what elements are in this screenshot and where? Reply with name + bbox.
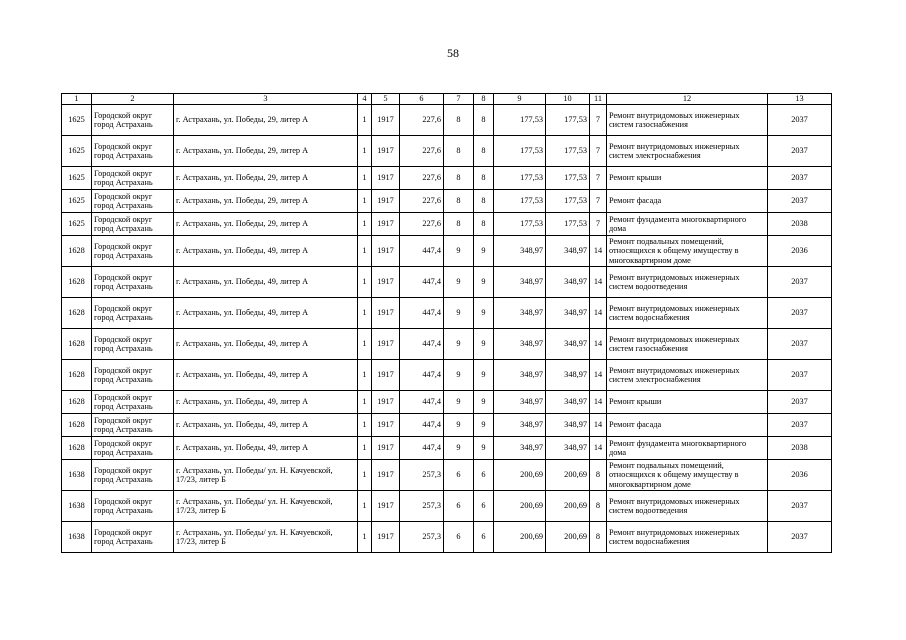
cell-area: 227,6 bbox=[400, 213, 444, 236]
cell-floors-total: 9 bbox=[444, 391, 474, 414]
cell-planned-year: 2036 bbox=[768, 460, 832, 491]
cell-record-id: 1625 bbox=[62, 167, 92, 190]
cell-record-id: 1625 bbox=[62, 105, 92, 136]
cell-residential-area: 348,97 bbox=[546, 360, 590, 391]
cell-living-area: 177,53 bbox=[494, 190, 546, 213]
cell-entrances: 1 bbox=[358, 298, 372, 329]
cell-municipality: Городской округ город Астрахань bbox=[92, 136, 174, 167]
cell-address: г. Астрахань, ул. Победы, 49, литер А bbox=[174, 414, 358, 437]
cell-repair-type: Ремонт фундамента многоквартирного дома bbox=[607, 213, 768, 236]
table-row bbox=[62, 105, 832, 136]
cell-residents: 7 bbox=[590, 213, 607, 236]
cell-residents: 14 bbox=[590, 236, 607, 267]
cell-living-area: 348,97 bbox=[494, 391, 546, 414]
cell-entrances: 1 bbox=[358, 167, 372, 190]
cell-living-area: 348,97 bbox=[494, 236, 546, 267]
column-number-9: 9 bbox=[494, 94, 546, 105]
cell-floors-total: 9 bbox=[444, 360, 474, 391]
cell-area: 447,4 bbox=[400, 437, 444, 460]
cell-floors-max: 8 bbox=[474, 190, 494, 213]
cell-year-built: 1917 bbox=[372, 414, 400, 437]
table-row bbox=[62, 360, 832, 391]
cell-area: 447,4 bbox=[400, 391, 444, 414]
cell-address: г. Астрахань, ул. Победы, 29, литер А bbox=[174, 136, 358, 167]
cell-planned-year: 2037 bbox=[768, 105, 832, 136]
cell-floors-total: 8 bbox=[444, 213, 474, 236]
column-number-4: 4 bbox=[358, 94, 372, 105]
cell-municipality: Городской округ город Астрахань bbox=[92, 298, 174, 329]
cell-residential-area: 200,69 bbox=[546, 522, 590, 553]
cell-repair-type: Ремонт внутридомовых инженерных систем водоотведения bbox=[607, 267, 768, 298]
cell-entrances: 1 bbox=[358, 391, 372, 414]
cell-area: 447,4 bbox=[400, 236, 444, 267]
cell-entrances: 1 bbox=[358, 360, 372, 391]
cell-area: 447,4 bbox=[400, 360, 444, 391]
cell-municipality: Городской округ город Астрахань bbox=[92, 522, 174, 553]
cell-address: г. Астрахань, ул. Победы, 29, литер А bbox=[174, 105, 358, 136]
cell-floors-max: 9 bbox=[474, 391, 494, 414]
cell-municipality: Городской округ город Астрахань bbox=[92, 105, 174, 136]
column-number-7: 7 bbox=[444, 94, 474, 105]
cell-living-area: 200,69 bbox=[494, 491, 546, 522]
cell-entrances: 1 bbox=[358, 236, 372, 267]
cell-area: 227,6 bbox=[400, 190, 444, 213]
cell-residential-area: 177,53 bbox=[546, 190, 590, 213]
cell-residents: 14 bbox=[590, 360, 607, 391]
column-number-1: 1 bbox=[62, 94, 92, 105]
cell-entrances: 1 bbox=[358, 437, 372, 460]
cell-planned-year: 2036 bbox=[768, 236, 832, 267]
cell-living-area: 348,97 bbox=[494, 360, 546, 391]
column-number-11: 11 bbox=[590, 94, 607, 105]
cell-residents: 14 bbox=[590, 391, 607, 414]
cell-entrances: 1 bbox=[358, 460, 372, 491]
cell-record-id: 1625 bbox=[62, 190, 92, 213]
cell-floors-max: 9 bbox=[474, 267, 494, 298]
table-row bbox=[62, 167, 832, 190]
cell-repair-type: Ремонт внутридомовых инженерных систем электроснабжения bbox=[607, 136, 768, 167]
cell-repair-type: Ремонт внутридомовых инженерных систем водоснабжения bbox=[607, 298, 768, 329]
cell-entrances: 1 bbox=[358, 414, 372, 437]
cell-residential-area: 348,97 bbox=[546, 267, 590, 298]
cell-living-area: 348,97 bbox=[494, 437, 546, 460]
cell-residents: 7 bbox=[590, 105, 607, 136]
cell-floors-total: 9 bbox=[444, 298, 474, 329]
cell-floors-total: 9 bbox=[444, 437, 474, 460]
cell-repair-type: Ремонт фасада bbox=[607, 190, 768, 213]
cell-area: 257,3 bbox=[400, 491, 444, 522]
cell-living-area: 348,97 bbox=[494, 267, 546, 298]
cell-repair-type: Ремонт внутридомовых инженерных систем газоснабжения bbox=[607, 105, 768, 136]
cell-residents: 14 bbox=[590, 267, 607, 298]
cell-residential-area: 348,97 bbox=[546, 437, 590, 460]
cell-planned-year: 2037 bbox=[768, 391, 832, 414]
cell-planned-year: 2037 bbox=[768, 360, 832, 391]
cell-municipality: Городской округ город Астрахань bbox=[92, 267, 174, 298]
table-row bbox=[62, 391, 832, 414]
table-row bbox=[62, 298, 832, 329]
table-row bbox=[62, 267, 832, 298]
cell-residential-area: 177,53 bbox=[546, 167, 590, 190]
column-number-6: 6 bbox=[400, 94, 444, 105]
cell-planned-year: 2037 bbox=[768, 491, 832, 522]
cell-address: г. Астрахань, ул. Победы, 49, литер А bbox=[174, 267, 358, 298]
cell-municipality: Городской округ город Астрахань bbox=[92, 213, 174, 236]
cell-planned-year: 2037 bbox=[768, 267, 832, 298]
cell-living-area: 177,53 bbox=[494, 213, 546, 236]
cell-floors-max: 9 bbox=[474, 360, 494, 391]
cell-year-built: 1917 bbox=[372, 236, 400, 267]
cell-floors-total: 8 bbox=[444, 105, 474, 136]
cell-planned-year: 2037 bbox=[768, 136, 832, 167]
table-row bbox=[62, 236, 832, 267]
cell-municipality: Городской округ город Астрахань bbox=[92, 437, 174, 460]
cell-repair-type: Ремонт внутридомовых инженерных систем газоснабжения bbox=[607, 329, 768, 360]
cell-floors-max: 8 bbox=[474, 136, 494, 167]
cell-record-id: 1628 bbox=[62, 414, 92, 437]
column-number-12: 12 bbox=[607, 94, 768, 105]
cell-repair-type: Ремонт подвальных помещений, относящихся к общему имуществу в многоквартирном доме bbox=[607, 460, 768, 491]
cell-repair-type: Ремонт крыши bbox=[607, 167, 768, 190]
cell-floors-total: 8 bbox=[444, 136, 474, 167]
cell-repair-type: Ремонт крыши bbox=[607, 391, 768, 414]
cell-record-id: 1625 bbox=[62, 213, 92, 236]
cell-floors-max: 8 bbox=[474, 105, 494, 136]
table-row bbox=[62, 136, 832, 167]
column-number-5: 5 bbox=[372, 94, 400, 105]
cell-residents: 14 bbox=[590, 329, 607, 360]
cell-residential-area: 348,97 bbox=[546, 298, 590, 329]
cell-area: 227,6 bbox=[400, 105, 444, 136]
cell-planned-year: 2037 bbox=[768, 329, 832, 360]
cell-area: 447,4 bbox=[400, 329, 444, 360]
cell-floors-max: 6 bbox=[474, 522, 494, 553]
cell-repair-type: Ремонт подвальных помещений, относящихся к общему имуществу в многоквартирном доме bbox=[607, 236, 768, 267]
cell-municipality: Городской округ город Астрахань bbox=[92, 236, 174, 267]
table-row bbox=[62, 437, 832, 460]
cell-residents: 7 bbox=[590, 136, 607, 167]
cell-year-built: 1917 bbox=[372, 105, 400, 136]
table-body bbox=[62, 94, 832, 553]
cell-year-built: 1917 bbox=[372, 167, 400, 190]
table-row bbox=[62, 213, 832, 236]
cell-residential-area: 348,97 bbox=[546, 236, 590, 267]
cell-entrances: 1 bbox=[358, 213, 372, 236]
cell-address: г. Астрахань, ул. Победы/ ул. Н. Качуевской, 17/23, литер Б bbox=[174, 522, 358, 553]
cell-floors-total: 9 bbox=[444, 236, 474, 267]
cell-planned-year: 2037 bbox=[768, 298, 832, 329]
cell-area: 227,6 bbox=[400, 167, 444, 190]
table-row bbox=[62, 522, 832, 553]
cell-living-area: 177,53 bbox=[494, 167, 546, 190]
cell-repair-type: Ремонт фасада bbox=[607, 414, 768, 437]
cell-record-id: 1628 bbox=[62, 329, 92, 360]
cell-floors-max: 9 bbox=[474, 437, 494, 460]
cell-floors-total: 6 bbox=[444, 522, 474, 553]
cell-living-area: 177,53 bbox=[494, 105, 546, 136]
cell-planned-year: 2038 bbox=[768, 437, 832, 460]
cell-record-id: 1628 bbox=[62, 267, 92, 298]
cell-residents: 8 bbox=[590, 460, 607, 491]
cell-record-id: 1628 bbox=[62, 298, 92, 329]
cell-area: 257,3 bbox=[400, 460, 444, 491]
page-number: 58 bbox=[447, 46, 459, 60]
cell-entrances: 1 bbox=[358, 267, 372, 298]
cell-planned-year: 2037 bbox=[768, 190, 832, 213]
cell-area: 447,4 bbox=[400, 298, 444, 329]
cell-record-id: 1638 bbox=[62, 491, 92, 522]
cell-year-built: 1917 bbox=[372, 491, 400, 522]
cell-year-built: 1917 bbox=[372, 329, 400, 360]
cell-year-built: 1917 bbox=[372, 213, 400, 236]
cell-address: г. Астрахань, ул. Победы, 49, литер А bbox=[174, 360, 358, 391]
cell-municipality: Городской округ город Астрахань bbox=[92, 460, 174, 491]
cell-floors-total: 9 bbox=[444, 329, 474, 360]
cell-area: 257,3 bbox=[400, 522, 444, 553]
cell-residential-area: 177,53 bbox=[546, 105, 590, 136]
cell-address: г. Астрахань, ул. Победы, 49, литер А bbox=[174, 437, 358, 460]
table-row bbox=[62, 460, 832, 491]
cell-municipality: Городской округ город Астрахань bbox=[92, 329, 174, 360]
cell-residential-area: 177,53 bbox=[546, 213, 590, 236]
cell-living-area: 200,69 bbox=[494, 460, 546, 491]
cell-floors-total: 9 bbox=[444, 267, 474, 298]
cell-area: 227,6 bbox=[400, 136, 444, 167]
cell-year-built: 1917 bbox=[372, 267, 400, 298]
cell-record-id: 1625 bbox=[62, 136, 92, 167]
cell-year-built: 1917 bbox=[372, 136, 400, 167]
cell-municipality: Городской округ город Астрахань bbox=[92, 391, 174, 414]
cell-residential-area: 200,69 bbox=[546, 491, 590, 522]
cell-floors-max: 6 bbox=[474, 460, 494, 491]
cell-floors-total: 8 bbox=[444, 167, 474, 190]
cell-entrances: 1 bbox=[358, 136, 372, 167]
cell-record-id: 1638 bbox=[62, 460, 92, 491]
cell-living-area: 177,53 bbox=[494, 136, 546, 167]
cell-municipality: Городской округ город Астрахань bbox=[92, 414, 174, 437]
cell-address: г. Астрахань, ул. Победы/ ул. Н. Качуевской, 17/23, литер Б bbox=[174, 460, 358, 491]
cell-floors-max: 8 bbox=[474, 213, 494, 236]
cell-planned-year: 2037 bbox=[768, 522, 832, 553]
cell-floors-total: 6 bbox=[444, 491, 474, 522]
cell-record-id: 1628 bbox=[62, 391, 92, 414]
cell-floors-max: 9 bbox=[474, 236, 494, 267]
cell-address: г. Астрахань, ул. Победы, 29, литер А bbox=[174, 167, 358, 190]
cell-municipality: Городской округ город Астрахань bbox=[92, 491, 174, 522]
cell-floors-max: 9 bbox=[474, 329, 494, 360]
cell-residents: 8 bbox=[590, 491, 607, 522]
column-number-10: 10 bbox=[546, 94, 590, 105]
cell-entrances: 1 bbox=[358, 190, 372, 213]
cell-residents: 14 bbox=[590, 437, 607, 460]
cell-address: г. Астрахань, ул. Победы/ ул. Н. Качуевской, 17/23, литер Б bbox=[174, 491, 358, 522]
cell-living-area: 348,97 bbox=[494, 298, 546, 329]
cell-municipality: Городской округ город Астрахань bbox=[92, 167, 174, 190]
cell-area: 447,4 bbox=[400, 414, 444, 437]
cell-repair-type: Ремонт внутридомовых инженерных систем электроснабжения bbox=[607, 360, 768, 391]
cell-area: 447,4 bbox=[400, 267, 444, 298]
cell-floors-max: 8 bbox=[474, 167, 494, 190]
cell-residential-area: 177,53 bbox=[546, 136, 590, 167]
cell-record-id: 1628 bbox=[62, 437, 92, 460]
cell-repair-type: Ремонт фундамента многоквартирного дома bbox=[607, 437, 768, 460]
cell-year-built: 1917 bbox=[372, 522, 400, 553]
cell-planned-year: 2038 bbox=[768, 213, 832, 236]
cell-floors-total: 6 bbox=[444, 460, 474, 491]
cell-entrances: 1 bbox=[358, 491, 372, 522]
table-row bbox=[62, 329, 832, 360]
table-row bbox=[62, 491, 832, 522]
cell-address: г. Астрахань, ул. Победы, 49, литер А bbox=[174, 298, 358, 329]
cell-planned-year: 2037 bbox=[768, 414, 832, 437]
cell-year-built: 1917 bbox=[372, 460, 400, 491]
table-row bbox=[62, 414, 832, 437]
column-number-8: 8 bbox=[474, 94, 494, 105]
column-number-3: 3 bbox=[174, 94, 358, 105]
cell-year-built: 1917 bbox=[372, 190, 400, 213]
cell-floors-total: 8 bbox=[444, 190, 474, 213]
cell-living-area: 348,97 bbox=[494, 414, 546, 437]
capital-repair-table bbox=[61, 93, 832, 553]
column-number-row bbox=[62, 94, 832, 105]
cell-residential-area: 348,97 bbox=[546, 414, 590, 437]
cell-record-id: 1628 bbox=[62, 360, 92, 391]
cell-municipality: Городской округ город Астрахань bbox=[92, 190, 174, 213]
cell-residential-area: 348,97 bbox=[546, 391, 590, 414]
cell-entrances: 1 bbox=[358, 105, 372, 136]
cell-year-built: 1917 bbox=[372, 360, 400, 391]
cell-residents: 14 bbox=[590, 414, 607, 437]
table-row bbox=[62, 190, 832, 213]
cell-planned-year: 2037 bbox=[768, 167, 832, 190]
cell-floors-max: 9 bbox=[474, 414, 494, 437]
cell-floors-total: 9 bbox=[444, 414, 474, 437]
column-number-2: 2 bbox=[92, 94, 174, 105]
cell-year-built: 1917 bbox=[372, 437, 400, 460]
cell-residential-area: 348,97 bbox=[546, 329, 590, 360]
cell-municipality: Городской округ город Астрахань bbox=[92, 360, 174, 391]
cell-year-built: 1917 bbox=[372, 298, 400, 329]
cell-entrances: 1 bbox=[358, 329, 372, 360]
cell-address: г. Астрахань, ул. Победы, 29, литер А bbox=[174, 190, 358, 213]
column-number-13: 13 bbox=[768, 94, 832, 105]
cell-entrances: 1 bbox=[358, 522, 372, 553]
cell-living-area: 200,69 bbox=[494, 522, 546, 553]
cell-record-id: 1638 bbox=[62, 522, 92, 553]
cell-residents: 7 bbox=[590, 167, 607, 190]
cell-year-built: 1917 bbox=[372, 391, 400, 414]
cell-living-area: 348,97 bbox=[494, 329, 546, 360]
cell-address: г. Астрахань, ул. Победы, 49, литер А bbox=[174, 329, 358, 360]
cell-record-id: 1628 bbox=[62, 236, 92, 267]
cell-repair-type: Ремонт внутридомовых инженерных систем водоснабжения bbox=[607, 522, 768, 553]
cell-residents: 8 bbox=[590, 522, 607, 553]
cell-residents: 14 bbox=[590, 298, 607, 329]
cell-address: г. Астрахань, ул. Победы, 49, литер А bbox=[174, 391, 358, 414]
cell-repair-type: Ремонт внутридомовых инженерных систем водоотведения bbox=[607, 491, 768, 522]
cell-floors-max: 6 bbox=[474, 491, 494, 522]
cell-address: г. Астрахань, ул. Победы, 29, литер А bbox=[174, 213, 358, 236]
cell-address: г. Астрахань, ул. Победы, 49, литер А bbox=[174, 236, 358, 267]
cell-residents: 7 bbox=[590, 190, 607, 213]
cell-residential-area: 200,69 bbox=[546, 460, 590, 491]
cell-floors-max: 9 bbox=[474, 298, 494, 329]
